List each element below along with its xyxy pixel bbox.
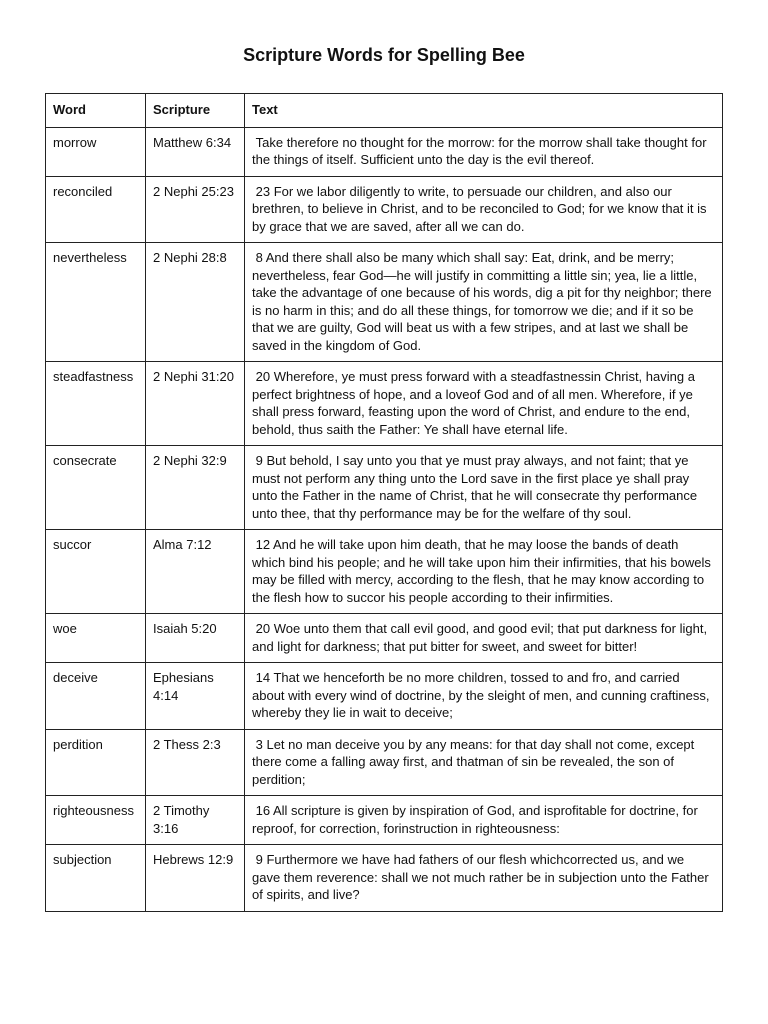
cell-scripture: Ephesians 4:14	[146, 663, 245, 730]
cell-word: succor	[46, 530, 146, 614]
cell-text: 16 All scripture is given by inspiration of God, and isprofitable for doctrine, for reproof, for correction, forinstruction in righteousness:	[245, 796, 723, 845]
cell-word: deceive	[46, 663, 146, 730]
cell-word: subjection	[46, 845, 146, 912]
cell-text: 8 And there shall also be many which shall say: Eat, drink, and be merry; nevertheless, fear God—he will justify in committing a little sin; yea, lie a little, take the advantage of one because of his words, dig a pit for thy neighbor; there is no harm in this; and do all these things, for tomorrow we die; and if it so be that we are guilty, God will beat us with a few stripes, and at last we shall be saved in the kingdom of God.	[245, 243, 723, 362]
table-row	[46, 845, 723, 912]
cell-word: nevertheless	[46, 243, 146, 362]
cell-word: steadfastness	[46, 362, 146, 446]
cell-text: 3 Let no man deceive you by any means: for that day shall not come, except there come a falling away first, and thatman of sin be revealed, the son of perdition;	[245, 729, 723, 796]
table-row	[46, 446, 723, 530]
cell-word: perdition	[46, 729, 146, 796]
cell-text: 9 Furthermore we have had fathers of our flesh whichcorrected us, and we gave them reverence: shall we not much rather be in subjection unto the Father of spirits, and live?	[245, 845, 723, 912]
cell-scripture: Hebrews 12:9	[146, 845, 245, 912]
cell-word: morrow	[46, 127, 146, 176]
cell-scripture: 2 Thess 2:3	[146, 729, 245, 796]
cell-scripture: Matthew 6:34	[146, 127, 245, 176]
table-row	[46, 663, 723, 730]
table-header-row	[46, 94, 723, 128]
table-row	[46, 729, 723, 796]
cell-text: 23 For we labor diligently to write, to persuade our children, and also our brethren, to believe in Christ, and to be reconciled to God; for we know that it is by grace that we are saved, after all we can do.	[245, 176, 723, 243]
page-title: Scripture Words for Spelling Bee	[243, 45, 525, 65]
cell-text: 20 Wherefore, ye must press forward with a steadfastnessin Christ, having a perfect brightness of hope, and a loveof God and of all men. Wherefore, if ye shall press forward, feasting upon the word of Christ, and endure to the end, behold, thus saith the Father: Ye shall have eternal life.	[245, 362, 723, 446]
cell-word: reconciled	[46, 176, 146, 243]
cell-scripture: 2 Nephi 28:8	[146, 243, 245, 362]
cell-text: Take therefore no thought for the morrow: for the morrow shall take thought for the things of itself. Sufficient unto the day is the evil thereof.	[245, 127, 723, 176]
cell-scripture: 2 Nephi 31:20	[146, 362, 245, 446]
table-row	[46, 176, 723, 243]
column-header-word: Word	[46, 94, 146, 128]
table-row	[46, 243, 723, 362]
table-row	[46, 796, 723, 845]
table-row	[46, 127, 723, 176]
cell-word: righteousness	[46, 796, 146, 845]
cell-text: 12 And he will take upon him death, that he may loose the bands of death which bind his people; and he will take upon him their infirmities, that his bowels may be filled with mercy, according to the flesh, that he may know according to the flesh how to succor his people according to their infirmities.	[245, 530, 723, 614]
table-row	[46, 614, 723, 663]
cell-text: 14 That we henceforth be no more children, tossed to and fro, and carried about with every wind of doctrine, by the sleight of men, and cunning craftiness, whereby they lie in wait to deceive;	[245, 663, 723, 730]
cell-scripture: 2 Timothy 3:16	[146, 796, 245, 845]
table-row	[46, 530, 723, 614]
table-row	[46, 362, 723, 446]
cell-scripture: Isaiah 5:20	[146, 614, 245, 663]
cell-scripture: 2 Nephi 25:23	[146, 176, 245, 243]
cell-word: consecrate	[46, 446, 146, 530]
column-header-text: Text	[245, 94, 723, 128]
cell-text: 9 But behold, I say unto you that ye must pray always, and not faint; that ye must not perform any thing unto the Lord save in the first place ye shall pray unto the Father in the name of Christ, that he will consecrate thy performance unto thee, that thy performance may be for the welfare of thy soul.	[245, 446, 723, 530]
spelling-words-table	[45, 93, 723, 912]
cell-scripture: 2 Nephi 32:9	[146, 446, 245, 530]
cell-word: woe	[46, 614, 146, 663]
column-header-scripture: Scripture	[146, 94, 245, 128]
cell-scripture: Alma 7:12	[146, 530, 245, 614]
cell-text: 20 Woe unto them that call evil good, and good evil; that put darkness for light, and light for darkness; that put bitter for sweet, and sweet for bitter!	[245, 614, 723, 663]
